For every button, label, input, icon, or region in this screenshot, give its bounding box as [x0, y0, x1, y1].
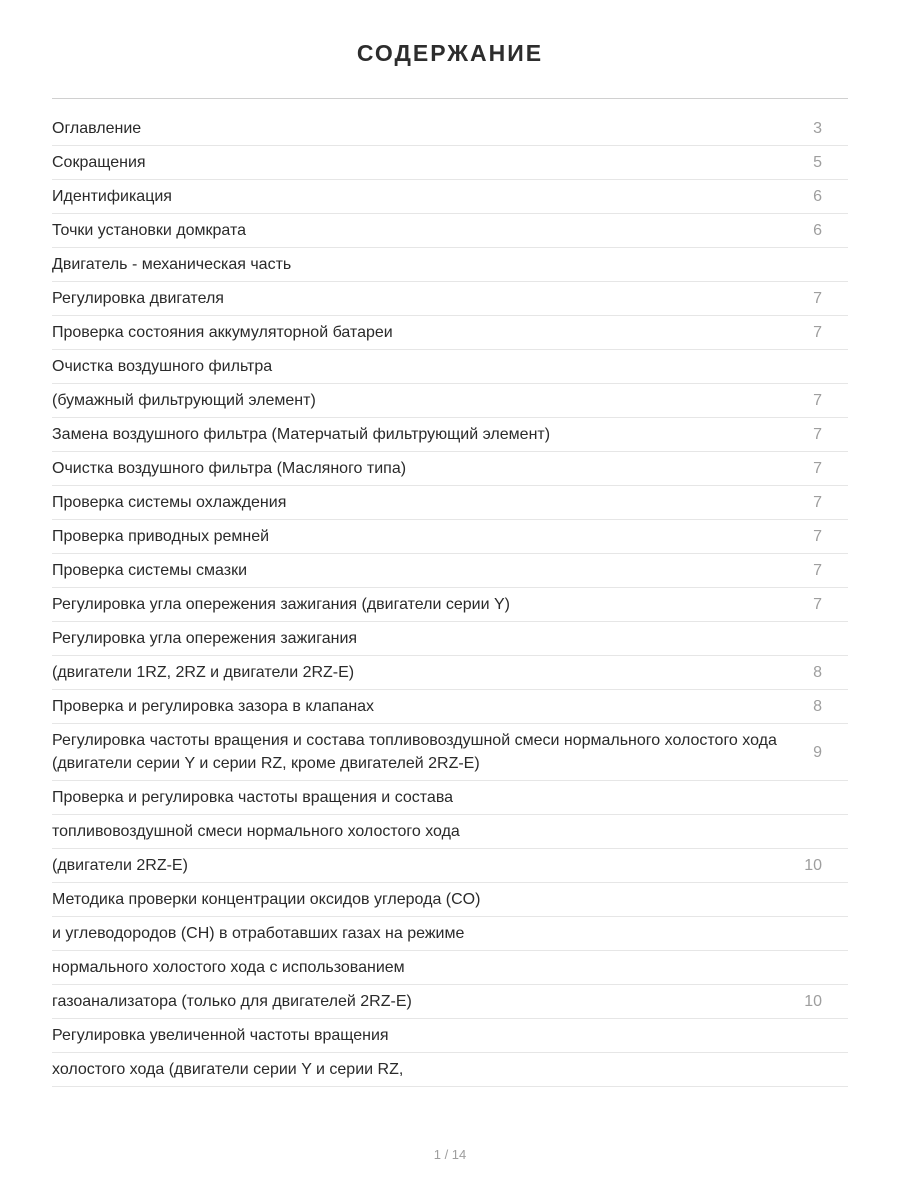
toc-entry-page: 7 [813, 562, 822, 579]
toc-entry-label: Проверка приводных ремней [52, 528, 270, 545]
toc-row [52, 656, 848, 690]
toc-entry-page: 8 [813, 698, 822, 715]
toc-row [52, 316, 848, 350]
toc-entry-label: Проверка системы смазки [52, 562, 248, 579]
toc-entry-page: 7 [813, 324, 822, 341]
toc-entry-label: Очистка воздушного фильтра (Масляного типа) [52, 460, 407, 477]
toc-entry-page: 7 [813, 290, 822, 307]
toc-entry-label: Методика проверки концентрации оксидов углерода (CO) [52, 891, 481, 908]
toc-row [52, 849, 848, 883]
toc-row [52, 452, 848, 486]
toc-entry-page: 6 [813, 188, 822, 205]
toc-entry-page: 9 [813, 743, 822, 761]
toc-entry-page: 3 [813, 120, 822, 137]
toc-row [52, 554, 848, 588]
toc-entry-label: Сокращения [52, 154, 146, 171]
toc-entry-label: Регулировка увеличенной частоты вращения [52, 1027, 389, 1044]
toc-row [52, 520, 848, 554]
toc-entry-label: Проверка и регулировка зазора в клапанах [52, 698, 375, 715]
toc-row [52, 985, 848, 1019]
toc-entry-label: (двигатели 2RZ-E) [52, 857, 188, 874]
toc-entry-label: холостого хода (двигатели серии Y и серии RZ, [52, 1061, 404, 1078]
toc-entry-label: Регулировка частоты вращения и состава топливовоздушной смеси нормального холостого хода (двигатели серии Y и серии RZ, кроме двигателей 2RZ-E) [52, 732, 777, 772]
toc-entry-label: (бумажный фильтрующий элемент) [52, 392, 316, 409]
toc-entry-label: (двигатели 1RZ, 2RZ и двигатели 2RZ-E) [52, 664, 355, 681]
toc-entry-label: и углеводородов (CH) в отработавших газах на режиме [52, 925, 465, 942]
toc-row [52, 951, 848, 985]
toc-row [52, 214, 848, 248]
toc-entry-label: Точки установки домкрата [52, 222, 246, 239]
toc-row [52, 486, 848, 520]
toc-row [52, 418, 848, 452]
toc-entry-label: Идентификация [52, 188, 172, 205]
toc-entry-label: нормального холостого хода с использованием [52, 959, 405, 976]
toc-entry-page: 10 [804, 993, 822, 1010]
toc-row [52, 1019, 848, 1053]
toc-row [52, 781, 848, 815]
toc-entry-page: 5 [813, 154, 822, 171]
toc-entry-page: 6 [813, 222, 822, 239]
toc-row [52, 350, 848, 384]
toc-row [52, 180, 848, 214]
toc-entry-page: 7 [813, 494, 822, 511]
toc-row [52, 588, 848, 622]
toc-entry-page: 10 [804, 857, 822, 874]
toc-entry-label: Двигатель - механическая часть [52, 256, 292, 273]
toc-entry-page: 7 [813, 392, 822, 409]
toc-row [52, 917, 848, 951]
toc-entry-label: Регулировка угла опережения зажигания [52, 630, 358, 647]
toc-entry-label: топливовоздушной смеси нормального холостого хода [52, 823, 460, 840]
toc-entry-label: Оглавление [52, 120, 142, 137]
toc-entry-label: Проверка состояния аккумуляторной батареи [52, 324, 393, 341]
toc-row [52, 248, 848, 282]
toc-entry-page: 7 [813, 460, 822, 477]
toc-row [52, 724, 848, 781]
page-title: СОДЕРЖАНИЕ [356, 40, 544, 66]
toc-entry-label: Регулировка двигателя [52, 290, 224, 307]
toc-row [52, 282, 848, 316]
page-indicator: 1 / 14 [433, 1147, 467, 1162]
title-divider [52, 98, 848, 99]
toc-entry-page: 7 [813, 528, 822, 545]
toc-entry-label: Очистка воздушного фильтра [52, 358, 273, 375]
toc-entry-label: Проверка и регулировка частоты вращения и состава [52, 789, 454, 806]
toc-entry-page: 8 [813, 664, 822, 681]
toc-row [52, 815, 848, 849]
toc-row [52, 622, 848, 656]
toc-entry-page: 7 [813, 426, 822, 443]
toc-row [52, 883, 848, 917]
toc-entry-label: Проверка системы охлаждения [52, 494, 287, 511]
toc-entry-label: Замена воздушного фильтра (Матерчатый фильтрующий элемент) [52, 426, 551, 443]
toc-row [52, 690, 848, 724]
toc-row [52, 1053, 848, 1087]
toc-row [52, 384, 848, 418]
toc-entry-label: Регулировка угла опережения зажигания (двигатели серии Y) [52, 596, 510, 613]
toc-row [52, 112, 848, 146]
toc-list [52, 112, 848, 1087]
toc-entry-label: газоанализатора (только для двигателей 2RZ-E) [52, 993, 412, 1010]
toc-row [52, 146, 848, 180]
toc-entry-page: 7 [813, 596, 822, 613]
